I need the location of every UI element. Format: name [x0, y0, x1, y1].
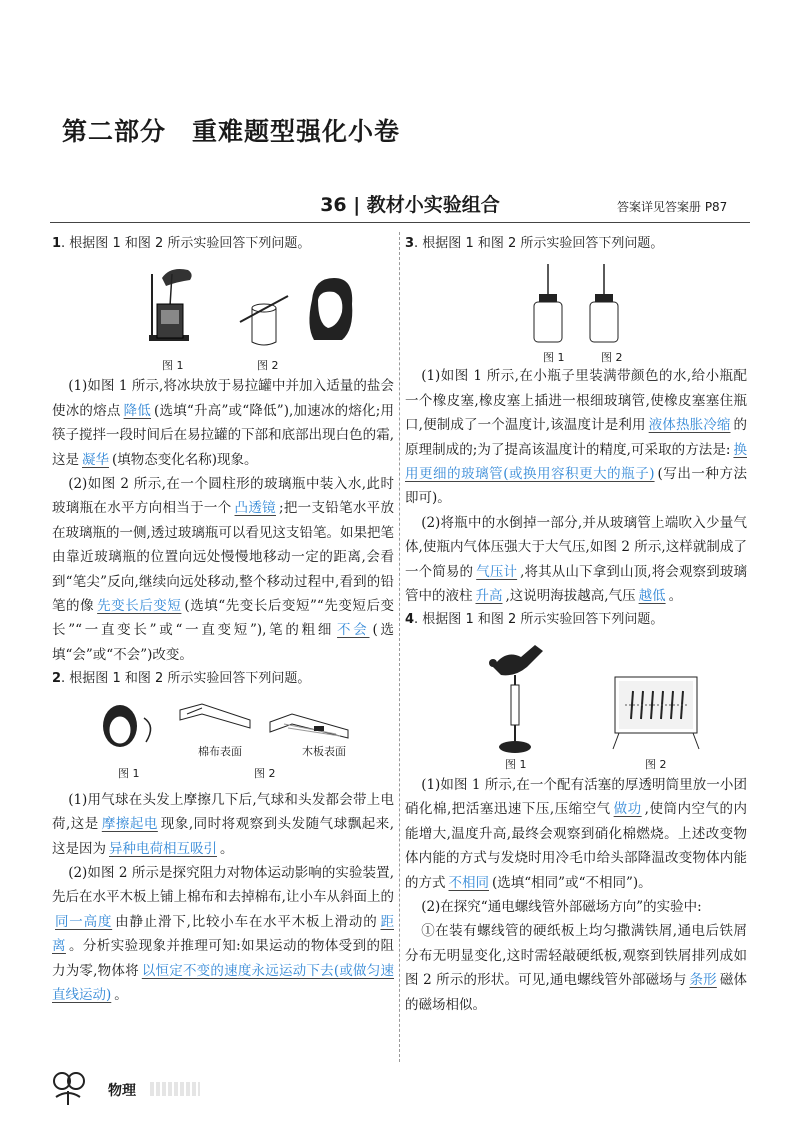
- q1-part1-text: (1)如图 1 所示,将冰块放于易拉罐中并加入适量的盐会使冰的熔点 降低 (选填“升高”或“降低”),加速冰的熔化;用筷子搅拌一段时间后在易拉罐的下部和底部出现白色的霜,这是 凝华 (填物态变化名称)现象。: [52, 378, 395, 468]
- question-3-stem: 3. 根据图 1 和图 2 所示实验回答下列问题。: [405, 236, 664, 251]
- answer-blank: 做功: [613, 801, 642, 818]
- q1-part2-text: (2)如图 2 所示,在一个圆柱形的玻璃瓶中装入水,此时玻璃瓶在水平方向相当于一个 凸透镜 ;把一支铅笔水平放在玻璃瓶的一侧,透过玻璃瓶可以看见这支铅笔。如果把笔由靠近玻璃瓶的位置向远处慢慢地移动一定的距离,会看到“笔尖”反向,继续向远处移动,整个移动过程中,看到的铅笔的像 先变长后变短 (选填“先变长后变短”“先变短后变长”“一直变长”或“一直变短”),笔的粗细 不会 (选填“会”或“不会”)改变。: [52, 476, 395, 663]
- q2-part1-text: (1)用气球在头发上摩擦几下后,气球和头发都会带上电荷,这是 摩擦起电 现象,同时将观察到头发随气球飘起来,这是因为 异种电荷相互吸引 。: [52, 791, 395, 857]
- ice-can-figure: [149, 269, 192, 341]
- answer-blank: 以恒定不变的速度永远运动下去(或做匀速直线运动): [52, 962, 394, 1003]
- unit-title: 36 | 教材小实验组合: [320, 194, 500, 216]
- answer-blank: 摩擦起电: [101, 816, 158, 833]
- question-3-figures: [405, 260, 747, 365]
- q4-part1-text: (1)如图 1 所示,在一个配有活塞的厚透明筒里放一小团硝化棉,把活塞迅速下压,压缩空气 做功 ,使筒内空气的内能增大,温度升高,最终会观察到硝化棉燃烧。上述改变物体内能的方式与发烧时用冷毛巾给头部降温改变物体内能的方式 不相同 (选填“相同”或“不相同”)。: [405, 776, 747, 891]
- answer-blank: 先变长后变短: [97, 598, 182, 615]
- q3-figure-illustration: [405, 260, 747, 360]
- answer-blank: 凝华: [82, 451, 109, 468]
- answer-blank: 不会: [337, 622, 370, 639]
- answer-blank: 液体热胀冷缩: [648, 417, 731, 434]
- question-4-stem: 4. 根据图 1 和图 2 所示实验回答下列问题。: [405, 612, 664, 628]
- header-rule: [50, 222, 750, 223]
- q4-fig2-caption: 图 2: [645, 757, 667, 771]
- answer-blank: 凸透镜: [234, 500, 276, 517]
- q3-part1-text: (1)如图 1 所示,在小瓶子里装满带颜色的水,给小瓶配一个橡皮塞,橡皮塞上插进一根细玻璃管,使橡皮塞塞住瓶口,便制成了一个温度计,该温度计是利用 液体热胀冷缩 的原理制成的;为了提高该温度计的精度,可采取的方法是: 换用更细的玻璃管(或换用容积更大的瓶子) (写出一种方法即可)。: [405, 368, 747, 507]
- mascot-logo-icon: [48, 1067, 88, 1111]
- answer-blank: 不相同: [448, 874, 489, 891]
- barometer-bottle-figure: [590, 264, 618, 342]
- answer-blank: 同一高度: [55, 913, 113, 930]
- answer-blank: 降低: [123, 402, 151, 419]
- q4-part2-text: (2)在探究“通电螺线管外部磁场方向”的实验中:: [421, 898, 702, 915]
- q2-part2-text: (2)如图 2 所示是探究阻力对物体运动影响的实验装置,先后在水平木板上铺上棉布和去掉棉布,让小车从斜面上的同一高度 由静止滑下,比较小车在水平木板上滑动的 距离 。分析实验现象并推理可知:如果运动的物体受到的阻力为零,物体将 以恒定不变的速度永远运动下去(或做匀速直线运动) 。: [52, 864, 394, 1003]
- q1-figure-illustration: [52, 260, 394, 370]
- q1-fig2-caption: 图 2: [257, 359, 279, 373]
- answer-blank: 气压计: [476, 563, 518, 580]
- footer-subject: 物理: [108, 1083, 136, 1099]
- answer-reference: 答案详见答案册 P87: [617, 200, 728, 214]
- q4-fig1-caption: 图 1: [505, 757, 527, 771]
- q4-part3-text: ①在装有螺线管的硬纸板上均匀撒满铁屑,通电后铁屑分布无明显变化,这时需轻敲硬纸板,观察到铁屑排列成如图 2 所示的形状。可见,通电螺线管外部磁场与 条形 磁体的磁场相似。: [405, 923, 748, 1013]
- q2-fig2-caption: 图 2: [254, 766, 276, 780]
- footer-decoration: [150, 1082, 200, 1096]
- answer-blank: 条形: [689, 972, 717, 989]
- answer-blank: 距离: [52, 913, 394, 955]
- question-1-figures: [52, 260, 394, 373]
- q3-fig1-caption: 图 1: [543, 351, 565, 365]
- thermometer-bottle-figure: [534, 264, 562, 342]
- right-column: [405, 232, 747, 1017]
- question-2-stem: 2. 根据图 1 和图 2 所示实验回答下列问题。: [52, 671, 311, 687]
- question-2-figures: [52, 696, 394, 784]
- answer-blank: 异种电荷相互吸引: [109, 840, 217, 857]
- answer-blank: 越低: [638, 588, 666, 605]
- balloon-hair-figure: [103, 705, 151, 747]
- q1-fig1-caption: 图 1: [162, 359, 184, 373]
- answer-blank: 换用更细的玻璃管(或换用容积更大的瓶子): [405, 441, 747, 483]
- left-column: [52, 232, 394, 1007]
- q3-fig2-caption: 图 2: [601, 351, 623, 365]
- question-1-stem: 1. 根据图 1 和图 2 所示实验回答下列问题。: [52, 236, 311, 251]
- column-divider: [399, 232, 400, 1062]
- cart-ramp-cotton-figure: [180, 704, 250, 728]
- bottle-lens-figure: [240, 278, 352, 345]
- answer-blank: 升高: [475, 588, 503, 605]
- q2-wood-label: 木板表面: [302, 744, 346, 758]
- piston-cylinder-figure: [489, 645, 543, 753]
- part-title: 第二部分 重难题型强化小卷: [62, 117, 401, 146]
- q2-cotton-label: 棉布表面: [198, 744, 242, 758]
- solenoid-iron-filings-figure: [613, 677, 699, 749]
- cart-ramp-wood-figure: [270, 714, 348, 738]
- q4-figure-illustration: [405, 637, 747, 769]
- q2-fig1-caption: 图 1: [118, 766, 140, 780]
- q3-part2-text: (2)将瓶中的水倒掉一部分,并从玻璃管上端吹入少量气体,使瓶内气体压强大于大气压,如图 2 所示,这样就制成了一个简易的 气压计 ,将其从山下拿到山顶,将会观察到玻璃管中的液柱 升高 ,这说明海拔越高,气压 越低 。: [405, 514, 748, 605]
- question-4-figures: [405, 637, 747, 769]
